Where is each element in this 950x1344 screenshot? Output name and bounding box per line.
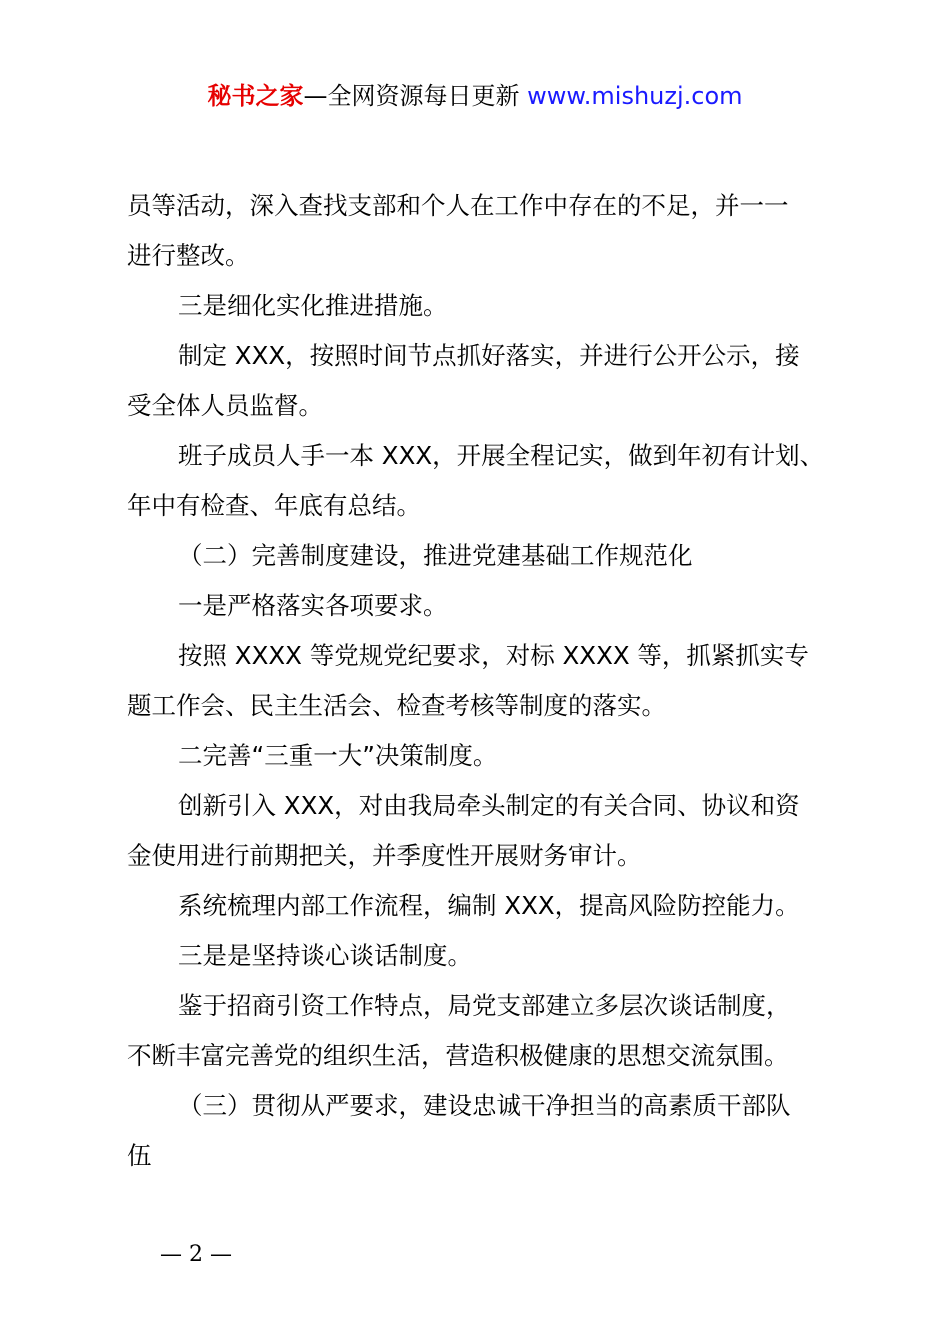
text-line: 二完善“三重一大”决策制度。 xyxy=(178,741,498,770)
site-header xyxy=(0,78,950,114)
text-line: 系统梳理内部工作流程，编制 XXX，提高风险防控能力。 xyxy=(178,891,800,920)
text-line: 题工作会、民主生活会、检查考核等制度的落实。 xyxy=(127,691,666,720)
text-line: 员等活动，深入查找支部和个人在工作中存在的不足，并一一 xyxy=(127,191,789,220)
text-line: 鉴于招商引资工作特点，局党支部建立多层次谈话制度， xyxy=(178,991,791,1020)
text-line: 不断丰富完善党的组织生活，营造积极健康的思想交流氛围。 xyxy=(127,1041,789,1070)
text-line: 年中有检查、年底有总结。 xyxy=(127,491,421,520)
text-line: 进行整改。 xyxy=(127,241,250,270)
text-line: 金使用进行前期把关，并季度性开展财务审计。 xyxy=(127,841,642,870)
text-line: 伍 xyxy=(127,1141,152,1170)
text-line: 制定 XXX，按照时间节点抓好落实，并进行公开公示，接 xyxy=(178,341,800,370)
section-heading: （三）贯彻从严要求，建设忠诚干净担当的高素质干部队 xyxy=(178,1091,791,1120)
text-line: 受全体人员监督。 xyxy=(127,391,323,420)
text-line: 班子成员人手一本 XXX，开展全程记实，做到年初有计划、 xyxy=(178,441,825,470)
document-body xyxy=(127,181,837,1181)
header-site-url[interactable]: www.mishuzj.com xyxy=(527,82,743,110)
text-line: 一是严格落实各项要求。 xyxy=(178,591,448,620)
page-number: — 2 — xyxy=(160,1242,232,1267)
text-line: 按照 XXXX 等党规党纪要求，对标 XXXX 等，抓紧抓实专 xyxy=(178,641,809,670)
section-heading: （二）完善制度建设，推进党建基础工作规范化 xyxy=(178,541,693,570)
header-brand: 秘书之家 xyxy=(207,82,304,110)
text-line: 创新引入 XXX，对由我局牵头制定的有关合同、协议和资 xyxy=(178,791,800,820)
text-line: 三是细化实化推进措施。 xyxy=(178,291,448,320)
header-tagline: —全网资源每日更新 xyxy=(303,82,528,110)
text-line: 三是是坚持谈心谈话制度。 xyxy=(178,941,472,970)
